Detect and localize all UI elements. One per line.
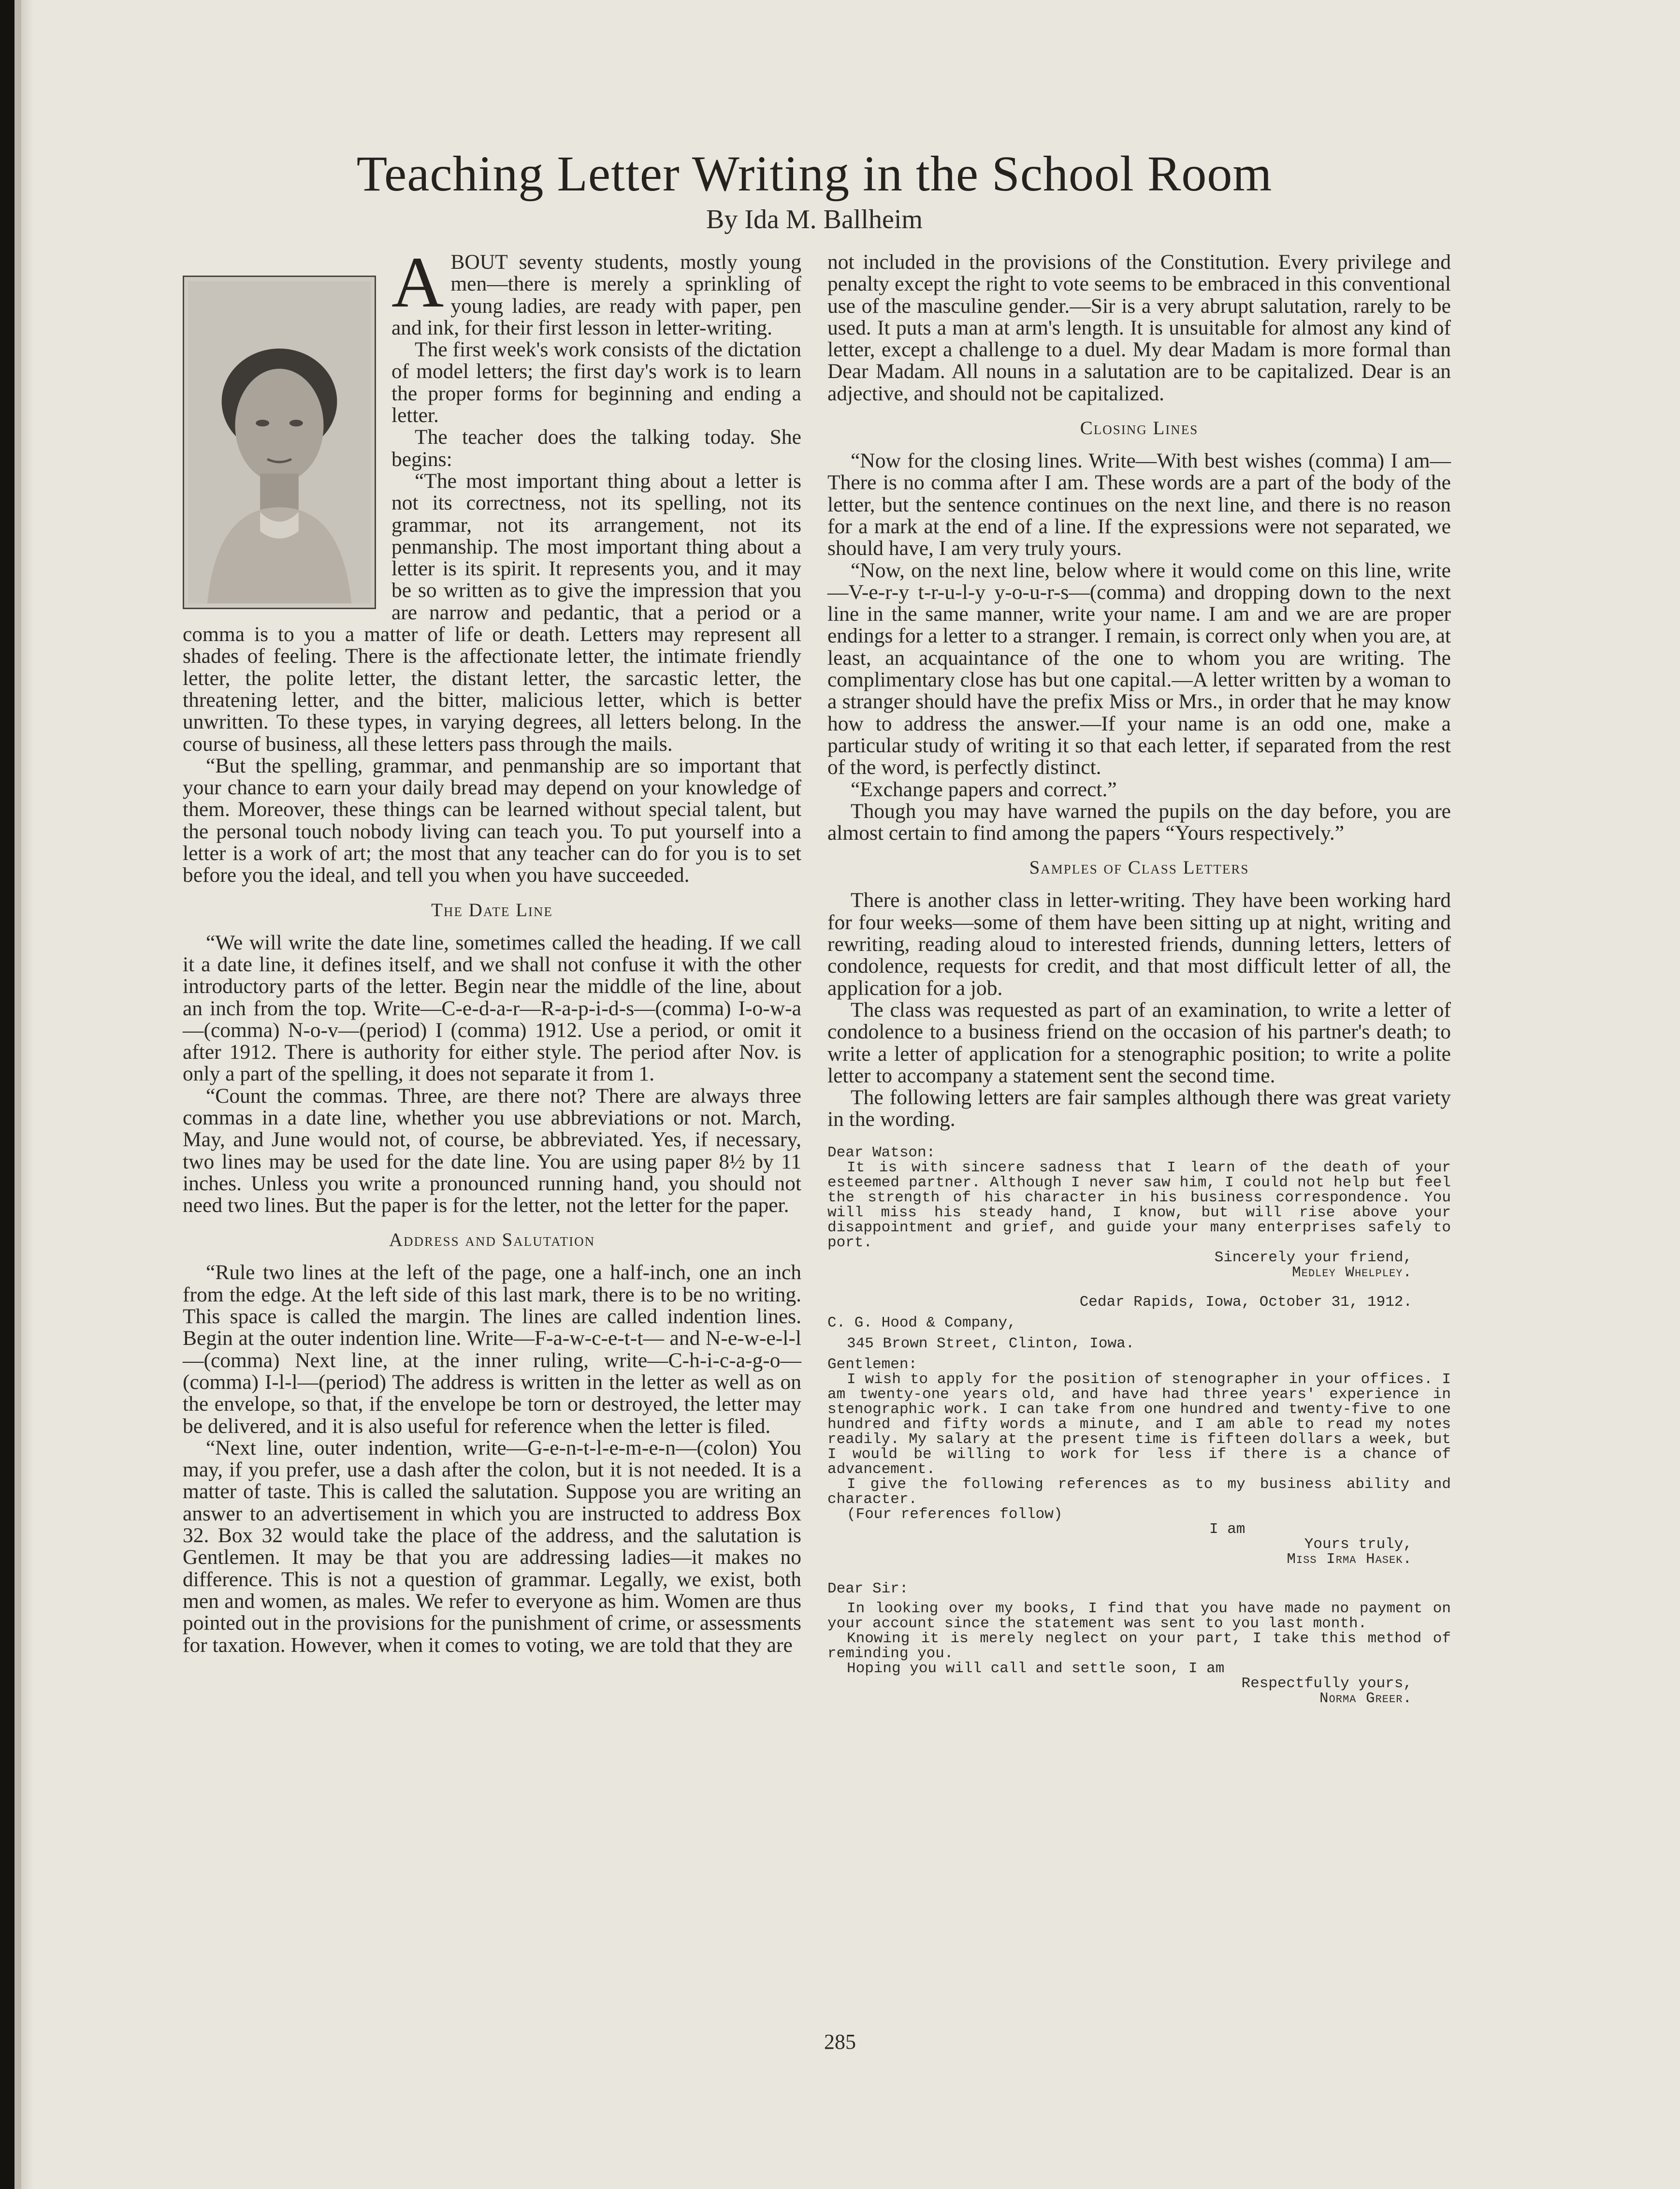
sample-letter-application [827, 1295, 1451, 1567]
body-paragraph: The class was requested as part of an examination, to write a letter of condolence to a business friend on the occasion of his partner's death; to write a letter of application for a stenographic position; to write a polite letter to accompany a statement sent the second time. [827, 998, 1451, 1087]
sample-letter-dunning [827, 1581, 1451, 1706]
letter-close: I am [1209, 1520, 1246, 1538]
body-paragraph: The following letters are fair samples although there was great variety in the wording. [827, 1086, 1451, 1131]
body-paragraph: “Exchange papers and correct.” [851, 777, 1117, 801]
author-portrait [183, 276, 376, 609]
section-heading-samples: Samples of Class Letters [1029, 857, 1249, 878]
letter-close: Yours truly, [1304, 1535, 1412, 1553]
portrait-photo-icon [188, 281, 371, 604]
article-byline: By Ida M. Ballheim [706, 204, 923, 234]
letter-close: Respectfully yours, [1241, 1675, 1412, 1692]
letter-salutation: Gentlemen: [827, 1356, 918, 1373]
body-paragraph: There is another class in letter-writing. They have been working hard for four weeks—some of them have been sitting up at night, writing and rewriting, reading aloud to interested friends, dunning letters, letters of condolence, requests for credit, and that most difficult letter of all, the application for a job. [827, 889, 1451, 1000]
spine-shadow [21, 0, 34, 2189]
section-heading-address-salutation: Address and Salutation [389, 1229, 595, 1251]
body-paragraph: BOUT seventy students, mostly young men—there is merely a sprinkling of young ladies, are ready with paper, pen and ink, for their first lesson in letter-writing. [391, 250, 801, 339]
body-paragraph: “Count the commas. Three, are there not? There are always three commas in a date line, whether you use abbreviations or not. March, May, and June would not, of course, be abbreviated. Yes, if necessary, two lines may be used for the date line. You are using paper 8½ by 11 inches. Unless you write a pronounced running hand, you should not need two lines. But the paper is for the letter, not the letter for the paper. [183, 1084, 801, 1217]
letter-date: Cedar Rapids, Iowa, October 31, 1912. [1079, 1293, 1412, 1311]
letter-inside-address: C. G. Hood & Company, [827, 1314, 1016, 1331]
letter-body: (Four references follow) [847, 1505, 1063, 1523]
letter-body: I wish to apply for the position of stenographer in your offices. I am twenty-one years old, and have had three years' experience in stenographic work. I can take from one hundred and twenty-five to one hundred and fifty words a minute, and I am able to read my notes readily. My salary at the present time is fifteen dollars a week, but I would be willing to work for less if there is a chance of advancement. [827, 1371, 1451, 1478]
letter-body: I give the following references as to my business ability and character. [827, 1475, 1451, 1508]
letter-body: It is with sincere sadness that I learn of the death of your esteemed partner. Although I never saw him, I could not help but feel the strength of his character in his business correspondence. You will miss his steady hand, I know, but will rise above your disappointment and grief, and guide your many enterprises safely to port. [827, 1159, 1451, 1251]
body-paragraph: “But the spelling, grammar, and penmanship are so important that your chance to earn your daily bread may depend on your knowledge of them. Moreover, these things can be learned without special talent, but the personal touch nobody living can teach you. To put yourself into a letter is a work of art; the most that any teacher can do for you is to set before you the ideal, and tell you when you have succeeded. [183, 754, 801, 887]
page-binding-edge [0, 0, 14, 2189]
body-paragraph: “The most important thing about a letter is not its correctness, not its spelling, not its grammar, not its arrangement, not its penmanship. The most important thing about a letter is its spirit. It represents you, and it may be so written as to give the impression that you are narrow and pedantic, that a period or a comma is to you a matter of life or death. Letters may represent all shades of feeling. There is the affectionate letter, the intimate friendly letter, the polite letter, the distant letter, the sarcastic letter, the threatening letter, and the bitter, malicious letter, which is better unwritten. To these types, in varying degrees, all letters belong. In the course of business, all these letters pass through the mails. [183, 469, 801, 756]
body-paragraph: “We will write the date line, sometimes called the heading. If we call it a date line, it defines itself, and we shall not confuse it with the other introductory parts of the letter. Begin near the middle of the line, about an inch from the top. Write—C-e-d-a-r—R-a-p-i-d-s—(comma) I-o-w-a—(comma) N-o-v—(period) I (comma) 1912. Use a period, or omit it after 1912. There is authority for either style. The period after Nov. is only a part of the spelling, it does not separate it from 1. [183, 931, 801, 1086]
letter-inside-address: 345 Brown Street, Clinton, Iowa. [847, 1335, 1135, 1352]
letter-salutation: Dear Sir: [827, 1580, 909, 1597]
sample-letter-condolence [827, 1145, 1451, 1280]
page-fold [14, 0, 21, 2189]
right-column [827, 251, 1451, 1706]
body-paragraph: The first week's work consists of the dictation of model letters; the first day's work is to learn the proper forms for beginning and ending a letter. [391, 338, 801, 427]
letter-close: Sincerely your friend, [1214, 1249, 1412, 1266]
article-title: Teaching Letter Writing in the School Room [356, 146, 1273, 202]
body-paragraph: “Next line, outer indention, write—G-e-n-t-l-e-m-e-n—(colon) You may, if you prefer, use a dash after the colon, but it is not needed. It is a matter of taste. This is called the salutation. Suppose you are writing an answer to an advertisement in which you are instructed to address Box 32. Box 32 would take the place of the address, and the salutation is Gentlemen. It may be that you are addressing ladies—it makes no difference. This is not a question of grammar. Legally, we exist, both men and women, as males. We refer to everyone as him. Women are thus pointed out in the provisions for the punishment of crime, or assessments for taxation. However, when it comes to voting, we are told that they are [183, 1436, 801, 1657]
sample-letters [827, 1131, 1451, 1706]
page-number: 285 [824, 2030, 856, 2054]
section-heading-date-line: The Date Line [431, 899, 553, 920]
body-paragraph: “Rule two lines at the left of the page, one a half-inch, one an inch from the edge. At the left side of this last mark, there is to be no writing. This space is called the margin. The lines are called indention lines. Begin at the outer indention line. Write—F-a-w-c-e-t-t— and N-e-w-e-l-l—(comma) Next line, at the inner ruling, write—C-h-i-c-a-g-o—(comma) I-l-l—(period) The address is written in the letter as well as on the envelope, so that, if the envelope be torn or destroyed, the letter may be delivered, and it is also useful for reference when the letter is filed. [183, 1261, 801, 1438]
left-column [183, 242, 801, 1657]
letter-body: Hoping you will call and settle soon, I am [847, 1660, 1225, 1677]
body-paragraph: “Now for the closing lines. Write—With best wishes (comma) I am—There is no comma after I am. These words are a part of the body of the letter, but the sentence continues on the next line, and there is no reason for a mark at the end of a line. If the expressions were not separated, we should have, I am very truly yours. [827, 449, 1451, 560]
body-paragraph: not included in the provisions of the Constitution. Every privilege and penalty except the right to vote seems to be embraced in this conventional use of the masculine gender.—Sir is a very abrupt salutation, rarely to be used. It puts a man at arm's length. It is unsuitable for almost any kind of letter, except a challenge to a duel. My dear Madam is more formal than Dear Madam. All nouns in a salutation are to be capitalized. Dear is an adjective, and should not be capitalized. [827, 250, 1451, 405]
body-paragraph: “Now, on the next line, below where it would come on this line, write—V-e-r-y t-r-u-l-y y-o-u-r-s—(comma) and dropping down to the next line in the same manner, write your name. I am and we are are proper endings for a letter to a stranger. I remain, is correct only when you are, at least, an acquaintance of the one to whom you are writing. The complimentary close has but one capital.—A letter written by a woman to a stranger should have the prefix Miss or Mrs., in order that he may know how to address the answer.—If your name is an odd one, make a particular study of writing it so that each letter, if separated from the rest of the word, is perfectly distinct. [827, 558, 1451, 779]
letter-signature: Medley Whelpley. [1292, 1264, 1412, 1281]
letter-body: Knowing it is merely neglect on your part, I take this method of reminding you. [827, 1630, 1451, 1662]
letter-signature: Norma Greer. [1319, 1690, 1412, 1707]
letter-salutation: Dear Watson: [827, 1144, 936, 1161]
section-heading-closing-lines: Closing Lines [1080, 418, 1199, 439]
drop-cap: A [391, 242, 444, 322]
body-paragraph: The teacher does the talking today. She begins: [391, 425, 801, 471]
body-paragraph: Though you may have warned the pupils on the day before, you are almost certain to find among the papers “Yours respectively.” [827, 799, 1451, 845]
letter-body: In looking over my books, I find that you have made no payment on your account since the statement was sent to you last month. [827, 1600, 1451, 1632]
letter-signature: Miss Irma Hasek. [1287, 1550, 1412, 1568]
